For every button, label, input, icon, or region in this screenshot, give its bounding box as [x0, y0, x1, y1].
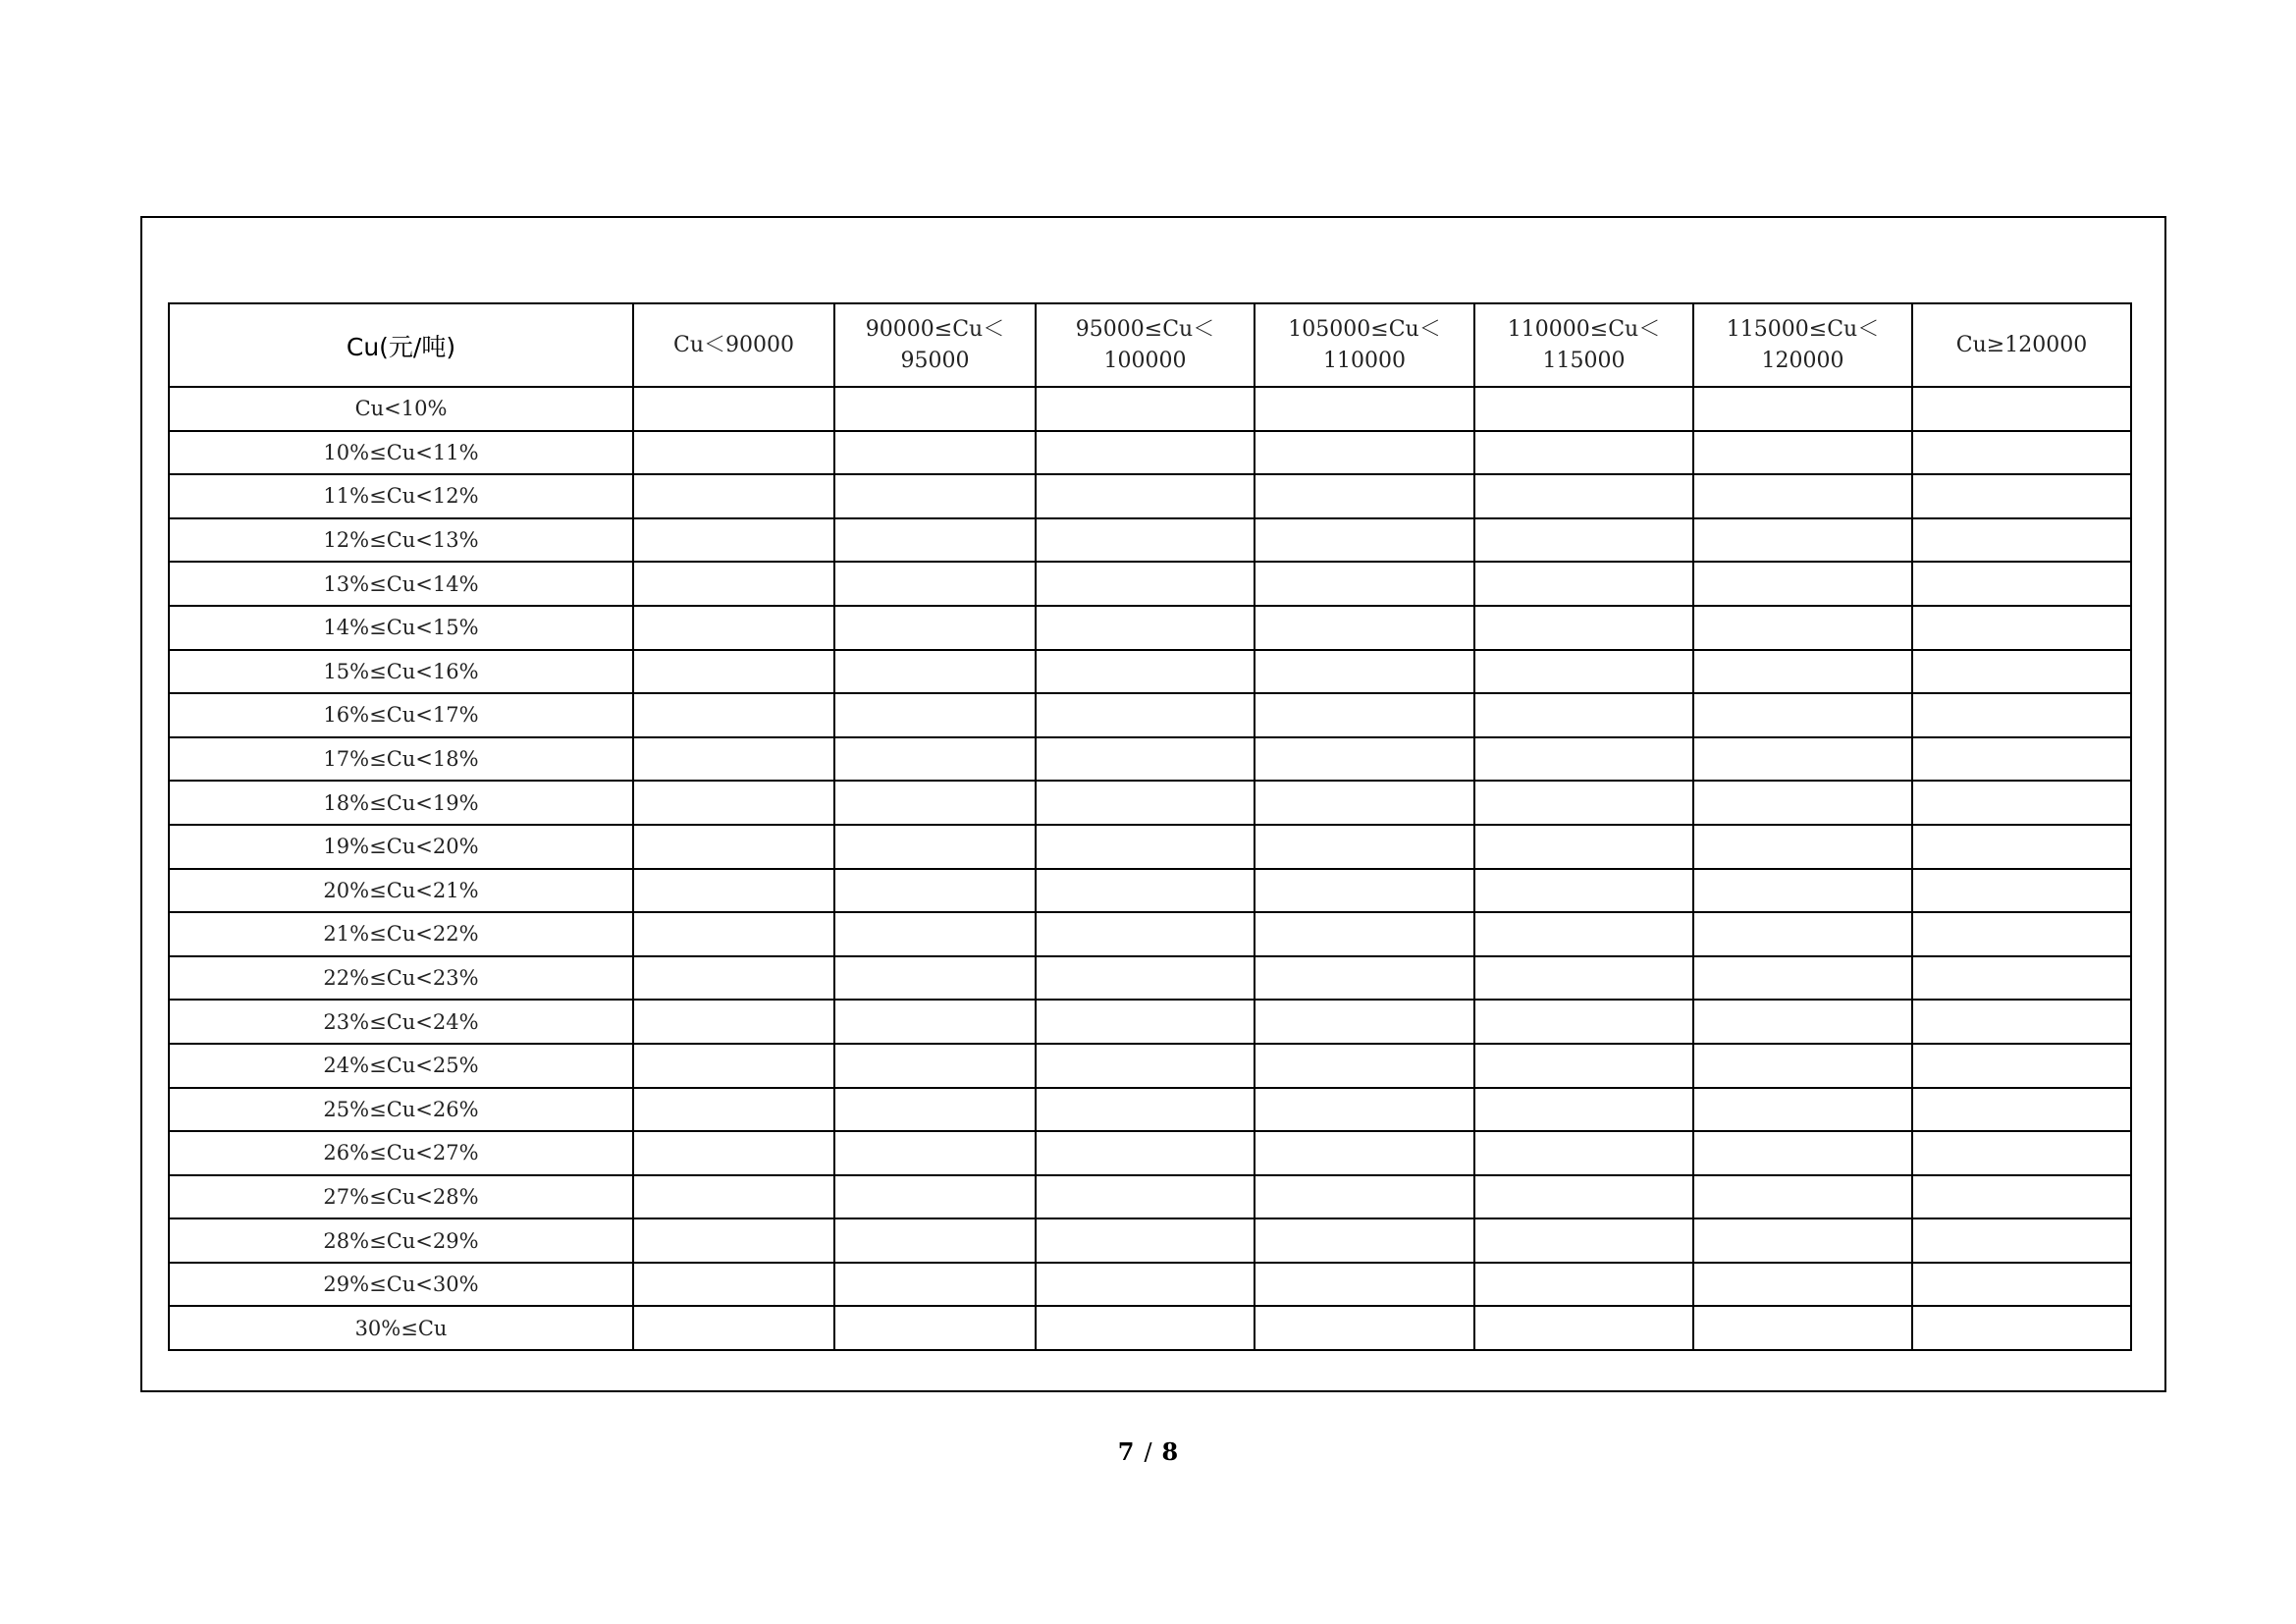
price-cell: [633, 1218, 834, 1263]
table-row: [169, 1000, 2131, 1044]
grade-row-label: 11%≤Cu<12%: [169, 474, 633, 518]
price-cell: [1693, 387, 1912, 431]
grade-row-label: 21%≤Cu<22%: [169, 912, 633, 956]
price-cell: [1474, 825, 1693, 869]
grade-row-label: 19%≤Cu<20%: [169, 825, 633, 869]
price-cell: [633, 1044, 834, 1088]
price-cell: [1474, 1175, 1693, 1219]
price-cell: [1255, 518, 1474, 563]
price-cell: [1036, 1131, 1255, 1175]
page-separator: /: [1144, 1438, 1152, 1466]
price-cell: [1255, 912, 1474, 956]
table-row: [169, 912, 2131, 956]
price-cell: [1255, 1306, 1474, 1350]
price-cell: [1693, 1263, 1912, 1307]
price-cell: [1912, 650, 2131, 694]
price-cell: [1036, 693, 1255, 737]
grade-row-label: 10%≤Cu<11%: [169, 431, 633, 475]
price-cell: [1036, 1088, 1255, 1132]
price-cell: [834, 518, 1036, 563]
price-cell: [1693, 518, 1912, 563]
price-cell: [1912, 825, 2131, 869]
price-cell: [1036, 956, 1255, 1001]
price-cell: [1255, 1218, 1474, 1263]
table-row: [169, 825, 2131, 869]
price-cell: [633, 1131, 834, 1175]
price-cell: [1474, 912, 1693, 956]
price-cell: [1474, 1088, 1693, 1132]
price-cell: [1912, 606, 2131, 650]
price-cell: [1036, 474, 1255, 518]
price-cell: [1693, 1306, 1912, 1350]
price-cell: [1474, 650, 1693, 694]
price-column-header: Cu＜90000: [633, 303, 834, 387]
price-cell: [633, 474, 834, 518]
price-column-header: Cu≥120000: [1912, 303, 2131, 387]
price-cell: [1255, 1263, 1474, 1307]
grade-row-label: 15%≤Cu<16%: [169, 650, 633, 694]
price-cell: [1255, 562, 1474, 606]
price-cell: [1912, 1263, 2131, 1307]
price-cell: [1036, 781, 1255, 825]
price-cell: [834, 650, 1036, 694]
grade-row-label: 24%≤Cu<25%: [169, 1044, 633, 1088]
grade-row-label: 26%≤Cu<27%: [169, 1131, 633, 1175]
price-cell: [834, 1175, 1036, 1219]
price-cell: [633, 562, 834, 606]
price-cell: [1693, 431, 1912, 475]
price-cell: [1474, 518, 1693, 563]
price-column-header: 105000≤Cu＜ 110000: [1255, 303, 1474, 387]
price-cell: [1255, 650, 1474, 694]
price-cell: [1693, 737, 1912, 782]
price-cell: [834, 606, 1036, 650]
table-row: [169, 869, 2131, 913]
price-cell: [633, 693, 834, 737]
price-cell: [633, 956, 834, 1001]
page-current: 7: [1117, 1437, 1135, 1466]
grade-row-label: 30%≤Cu: [169, 1306, 633, 1350]
price-column-header: 115000≤Cu＜ 120000: [1693, 303, 1912, 387]
price-cell: [1693, 956, 1912, 1001]
grade-row-label: 29%≤Cu<30%: [169, 1263, 633, 1307]
price-cell: [1693, 606, 1912, 650]
price-cell: [1036, 912, 1255, 956]
price-cell: [1912, 956, 2131, 1001]
price-cell: [1255, 1088, 1474, 1132]
price-cell: [1693, 474, 1912, 518]
price-cell: [1912, 518, 2131, 563]
price-cell: [1693, 562, 1912, 606]
price-cell: [633, 650, 834, 694]
price-cell: [1255, 1131, 1474, 1175]
price-column-header: 90000≤Cu＜ 95000: [834, 303, 1036, 387]
price-cell: [834, 431, 1036, 475]
table-row: [169, 1263, 2131, 1307]
price-cell: [1036, 518, 1255, 563]
price-cell: [1036, 1306, 1255, 1350]
grade-row-label: 18%≤Cu<19%: [169, 781, 633, 825]
price-cell: [1255, 431, 1474, 475]
price-cell: [633, 1306, 834, 1350]
price-cell: [1693, 693, 1912, 737]
table-row: [169, 781, 2131, 825]
grade-row-label: 17%≤Cu<18%: [169, 737, 633, 782]
price-cell: [834, 956, 1036, 1001]
price-cell: [1255, 606, 1474, 650]
price-cell: [1693, 1000, 1912, 1044]
price-cell: [1693, 1218, 1912, 1263]
table-row: [169, 693, 2131, 737]
price-cell: [633, 387, 834, 431]
grade-row-label: 27%≤Cu<28%: [169, 1175, 633, 1219]
price-cell: [1693, 650, 1912, 694]
price-cell: [633, 518, 834, 563]
grade-row-label: 12%≤Cu<13%: [169, 518, 633, 563]
price-cell: [834, 387, 1036, 431]
price-cell: [633, 606, 834, 650]
price-cell: [1912, 1000, 2131, 1044]
price-cell: [1474, 956, 1693, 1001]
price-cell: [1912, 781, 2131, 825]
price-cell: [1474, 869, 1693, 913]
grade-row-label: 14%≤Cu<15%: [169, 606, 633, 650]
price-cell: [633, 869, 834, 913]
price-cell: [1912, 737, 2131, 782]
price-column-header: 110000≤Cu＜ 115000: [1474, 303, 1693, 387]
price-cell: [1255, 781, 1474, 825]
price-cell: [1036, 825, 1255, 869]
price-cell: [1693, 1131, 1912, 1175]
table-row: [169, 1175, 2131, 1219]
table-row: [169, 650, 2131, 694]
price-cell: [1474, 387, 1693, 431]
price-cell: [1036, 737, 1255, 782]
price-cell: [633, 431, 834, 475]
price-cell: [1036, 1175, 1255, 1219]
price-cell: [1693, 912, 1912, 956]
price-cell: [834, 825, 1036, 869]
price-cell: [834, 781, 1036, 825]
price-cell: [1036, 606, 1255, 650]
price-cell: [834, 1131, 1036, 1175]
price-cell: [1474, 1263, 1693, 1307]
price-cell: [1036, 431, 1255, 475]
price-cell: [1474, 781, 1693, 825]
price-cell: [834, 912, 1036, 956]
price-cell: [1912, 562, 2131, 606]
price-cell: [1912, 1044, 2131, 1088]
price-cell: [1255, 869, 1474, 913]
grade-row-label: 23%≤Cu<24%: [169, 1000, 633, 1044]
price-cell: [1912, 869, 2131, 913]
price-cell: [834, 1044, 1036, 1088]
price-cell: [1036, 387, 1255, 431]
price-cell: [834, 1263, 1036, 1307]
price-cell: [1912, 1088, 2131, 1132]
price-cell: [1474, 1218, 1693, 1263]
price-cell: [1693, 869, 1912, 913]
table-row: [169, 956, 2131, 1001]
price-cell: [1255, 1044, 1474, 1088]
grade-row-label: 28%≤Cu<29%: [169, 1218, 633, 1263]
price-cell: [1474, 1044, 1693, 1088]
price-cell: [1036, 1044, 1255, 1088]
price-cell: [633, 1088, 834, 1132]
price-cell: [1255, 956, 1474, 1001]
corner-header: Cu(元/吨): [169, 303, 633, 387]
grade-row-label: 16%≤Cu<17%: [169, 693, 633, 737]
page-number: [0, 1437, 2296, 1466]
price-cell: [1036, 1263, 1255, 1307]
price-cell: [1693, 1044, 1912, 1088]
price-cell: [1474, 737, 1693, 782]
table-row: [169, 387, 2131, 431]
price-cell: [834, 1000, 1036, 1044]
price-cell: [1474, 1306, 1693, 1350]
price-cell: [1693, 1175, 1912, 1219]
table-row: [169, 1044, 2131, 1088]
price-cell: [1036, 1000, 1255, 1044]
price-cell: [1474, 1131, 1693, 1175]
grade-row-label: 13%≤Cu<14%: [169, 562, 633, 606]
table-row: [169, 737, 2131, 782]
table-row: [169, 1306, 2131, 1350]
price-cell: [1474, 562, 1693, 606]
price-cell: [834, 474, 1036, 518]
price-cell: [834, 737, 1036, 782]
price-cell: [1036, 869, 1255, 913]
price-cell: [1912, 1175, 2131, 1219]
price-cell: [834, 693, 1036, 737]
price-cell: [1474, 431, 1693, 475]
price-cell: [633, 737, 834, 782]
price-cell: [1912, 474, 2131, 518]
price-cell: [1912, 693, 2131, 737]
page-total: 8: [1161, 1437, 1179, 1466]
price-cell: [1255, 737, 1474, 782]
price-cell: [834, 1218, 1036, 1263]
price-cell: [633, 1000, 834, 1044]
price-cell: [633, 825, 834, 869]
price-cell: [1912, 1131, 2131, 1175]
price-cell: [1474, 474, 1693, 518]
price-cell: [1474, 693, 1693, 737]
price-cell: [1036, 562, 1255, 606]
price-cell: [834, 562, 1036, 606]
table-header-row: [169, 303, 2131, 387]
price-cell: [1912, 1306, 2131, 1350]
price-cell: [1693, 781, 1912, 825]
price-cell: [633, 1263, 834, 1307]
price-cell: [1912, 912, 2131, 956]
price-cell: [1693, 1088, 1912, 1132]
table-row: [169, 1218, 2131, 1263]
price-cell: [1036, 1218, 1255, 1263]
price-cell: [633, 781, 834, 825]
pricing-grade-table: [168, 302, 2132, 1351]
table-row: [169, 431, 2131, 475]
price-cell: [1255, 1175, 1474, 1219]
table-row: [169, 562, 2131, 606]
grade-row-label: 22%≤Cu<23%: [169, 956, 633, 1001]
table-row: [169, 1131, 2131, 1175]
price-cell: [1693, 825, 1912, 869]
price-cell: [834, 869, 1036, 913]
price-cell: [1255, 474, 1474, 518]
price-cell: [834, 1306, 1036, 1350]
price-column-header: 95000≤Cu＜ 100000: [1036, 303, 1255, 387]
price-cell: [1255, 1000, 1474, 1044]
grade-row-label: 20%≤Cu<21%: [169, 869, 633, 913]
price-cell: [834, 1088, 1036, 1132]
table-row: [169, 1088, 2131, 1132]
price-cell: [633, 1175, 834, 1219]
price-cell: [1912, 387, 2131, 431]
grade-row-label: 25%≤Cu<26%: [169, 1088, 633, 1132]
grade-row-label: Cu<10%: [169, 387, 633, 431]
price-cell: [1255, 825, 1474, 869]
price-cell: [1912, 1218, 2131, 1263]
price-cell: [1474, 606, 1693, 650]
price-cell: [1255, 693, 1474, 737]
price-cell: [1255, 387, 1474, 431]
price-cell: [1036, 650, 1255, 694]
table-row: [169, 606, 2131, 650]
price-cell: [633, 912, 834, 956]
price-cell: [1912, 431, 2131, 475]
price-cell: [1474, 1000, 1693, 1044]
table-row: [169, 474, 2131, 518]
table-row: [169, 518, 2131, 563]
